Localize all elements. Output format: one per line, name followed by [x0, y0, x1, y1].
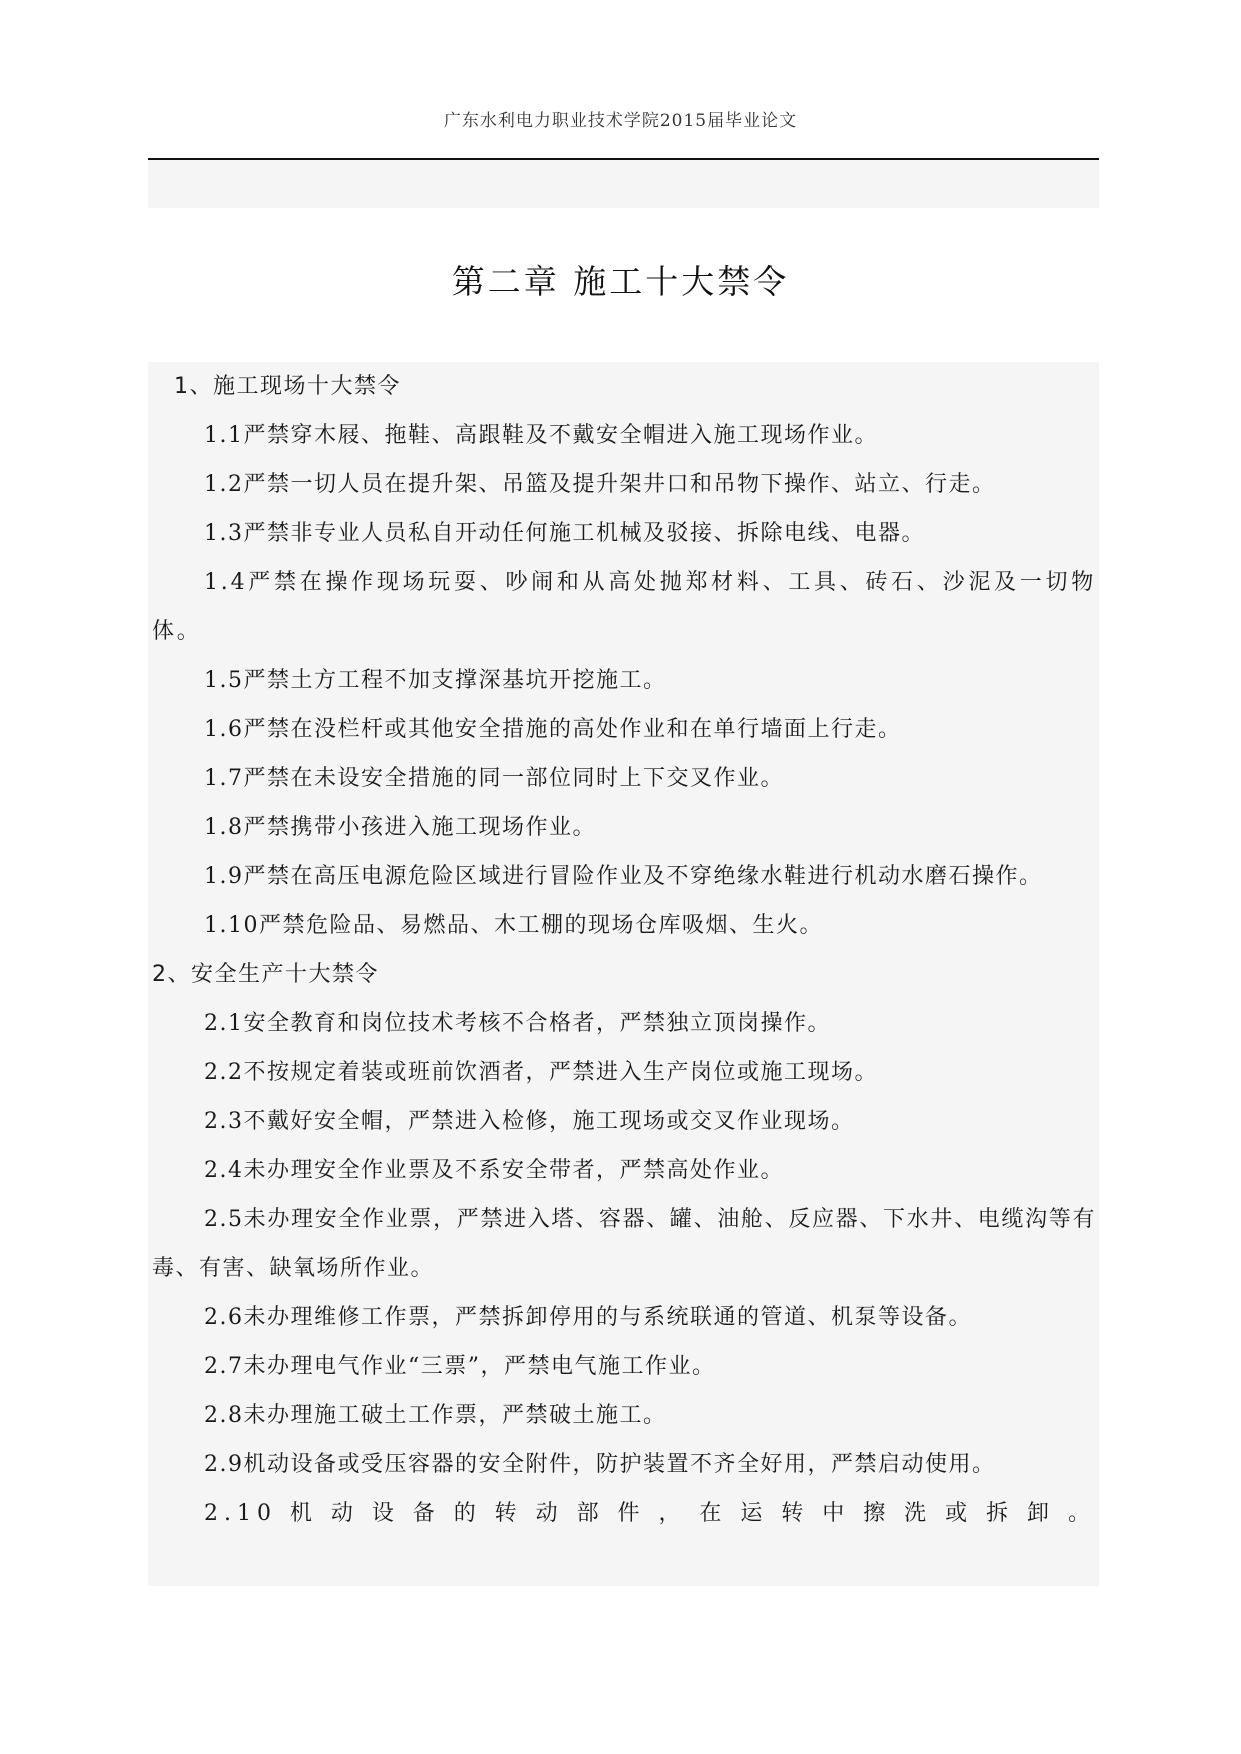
list-item-2-6: 2.6未办理维修工作票，严禁拆卸停用的与系统联通的管道、机泵等设备。 — [204, 1305, 972, 1330]
document-body — [152, 362, 1096, 1538]
running-header: 广东水利电力职业技术学院2015届毕业论文 — [443, 111, 798, 131]
section-heading-1: 1、施工现场十大禁令 — [174, 374, 401, 399]
chapter-title: 第二章 施工十大禁令 — [451, 262, 790, 301]
list-item-2-8: 2.8未办理施工破土工作票，严禁破土施工。 — [204, 1403, 667, 1428]
list-item-1-2: 1.2严禁一切人员在提升架、吊篮及提升架井口和吊物下操作、站立、行走。 — [204, 472, 996, 497]
list-item-1-1: 1.1严禁穿木屐、拖鞋、高跟鞋及不戴安全帽进入施工现场作业。 — [204, 423, 878, 448]
list-item-2-9: 2.9机动设备或受压容器的安全附件，防护装置不齐全好用，严禁启动使用。 — [204, 1452, 996, 1477]
list-item-1-6: 1.6严禁在没栏杆或其他安全措施的高处作业和在单行墙面上行走。 — [204, 717, 902, 742]
list-item-1-9: 1.9严禁在高压电源危险区域进行冒险作业及不穿绝缘水鞋进行机动水磨石操作。 — [204, 864, 1043, 889]
list-item-1-7: 1.7严禁在未设安全措施的同一部位同时上下交叉作业。 — [204, 766, 784, 791]
section-heading-2: 2、安全生产十大禁令 — [152, 962, 379, 987]
list-item-2-5: 2.5未办理安全作业票，严禁进入塔、容器、罐、油舱、反应器、下水井、电缆沟等有毒、有害、缺氧场所作业。 — [152, 1207, 1096, 1281]
shaded-band-top — [148, 160, 1099, 208]
list-item-2-10: 2.10机动设备的转动部件，在运转中擦洗或拆卸。 — [204, 1501, 1096, 1526]
list-item-1-8: 1.8严禁携带小孩进入施工现场作业。 — [204, 815, 596, 840]
list-item-1-5: 1.5严禁土方工程不加支撑深基坑开挖施工。 — [204, 668, 667, 693]
list-item-2-3: 2.3不戴好安全帽，严禁进入检修，施工现场或交叉作业现场。 — [204, 1109, 855, 1134]
list-item-1-10: 1.10严禁危险品、易燃品、木工棚的现场仓库吸烟、生火。 — [204, 913, 823, 938]
list-item-2-7: 2.7未办理电气作业“三票”，严禁电气施工作业。 — [204, 1354, 716, 1379]
list-item-1-4: 1.4严禁在操作现场玩耍、吵闹和从高处抛郑材料、工具、砖石、沙泥及一切物体。 — [152, 570, 1096, 644]
list-item-2-1: 2.1安全教育和岗位技术考核不合格者，严禁独立顶岗操作。 — [204, 1011, 831, 1036]
list-item-2-2: 2.2不按规定着装或班前饮酒者，严禁进入生产岗位或施工现场。 — [204, 1060, 878, 1085]
list-item-2-4: 2.4未办理安全作业票及不系安全带者，严禁高处作业。 — [204, 1158, 784, 1183]
list-item-1-3: 1.3严禁非专业人员私自开动任何施工机械及驳接、拆除电线、电器。 — [204, 521, 925, 546]
